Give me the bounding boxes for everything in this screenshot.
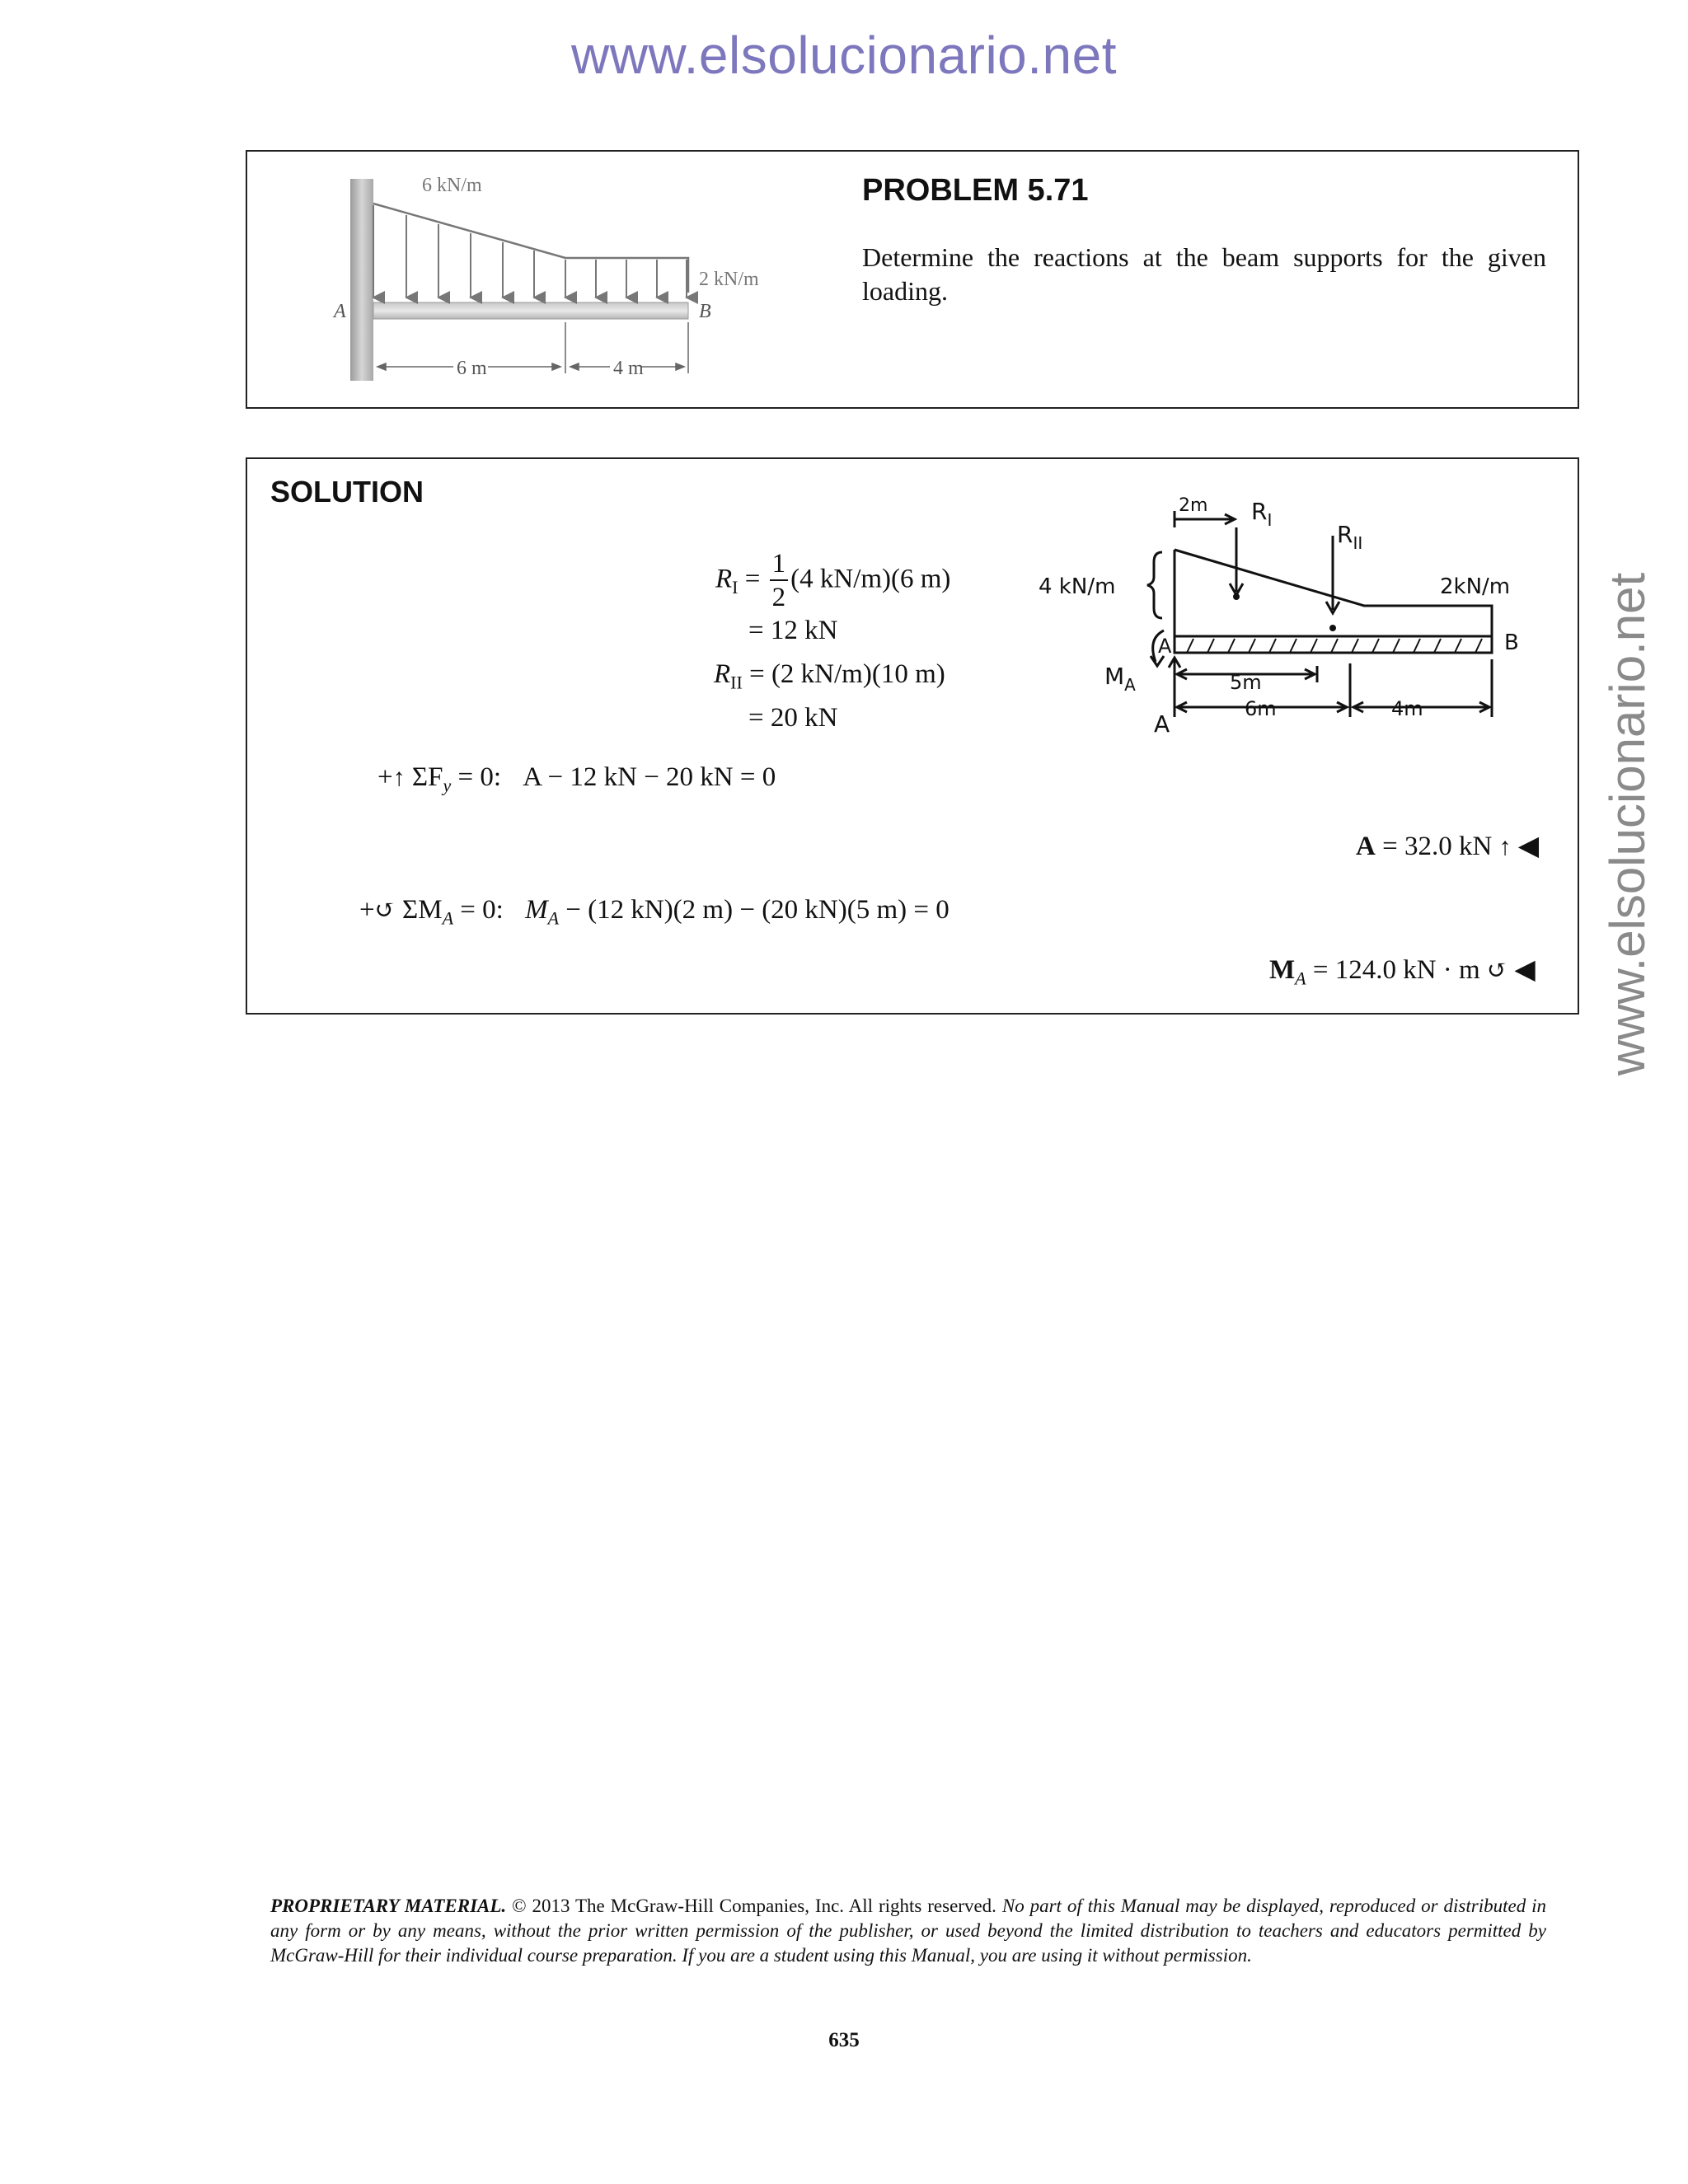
sketch-label-a-top: A [1158, 635, 1172, 658]
sketch-5m: 5m [1230, 671, 1262, 694]
equation-r2 [714, 659, 945, 694]
sumf-prefix: + [377, 762, 393, 792]
sumf-body: A − 12 kN − 20 kN = 0 [523, 762, 776, 792]
sketch-ma: $M_A$ [1104, 663, 1136, 695]
sketch-6m: 6m [1245, 697, 1277, 720]
wall [350, 179, 373, 381]
sketch-4m: 4m [1391, 697, 1423, 720]
summ-sub: A [442, 907, 454, 929]
r2-symbol: R [714, 659, 731, 689]
watermark-side: www.elsolucionario.net [1600, 572, 1655, 1076]
fraction-num: 1 [770, 551, 789, 581]
footer-lead: PROPRIETARY MATERIAL. [270, 1896, 507, 1916]
r1-symbol: R [715, 564, 733, 594]
summ-body-sub: A [547, 907, 560, 929]
up-arrow-icon: ↑ [1498, 833, 1512, 860]
r2-rhs: = (2 kN/m)(10 m) [749, 659, 945, 689]
up-arrow-icon: ↑ [392, 764, 406, 791]
summ-label: ΣM [402, 895, 443, 925]
result-a [1356, 829, 1539, 862]
fraction-half [770, 551, 789, 612]
problem-statement: Determine the reactions at the beam supports for the given loading. [862, 242, 1546, 306]
sketch-label-a-bottom: A [1154, 710, 1170, 738]
end-marker-icon: ◀ [1514, 955, 1536, 985]
solution-title: SOLUTION [270, 475, 424, 509]
result-ma-symbol: M [1269, 955, 1296, 985]
problem-figure [313, 169, 791, 391]
page-number: 635 [828, 2029, 860, 2051]
load-profile [373, 204, 688, 293]
sketch-load-right: 2kN/m [1440, 574, 1511, 599]
summ-body: − (12 kN)(2 m) − (20 kN)(5 m) = 0 [565, 895, 950, 925]
label-a: A [334, 301, 346, 322]
sum-forces-equation [377, 762, 776, 797]
problem-title: PROBLEM 5.71 [862, 173, 1089, 208]
watermark-top: www.elsolucionario.net [571, 26, 1117, 85]
summ-prefix: + [359, 895, 375, 925]
sketch-r1: $R_I$ [1251, 498, 1273, 530]
sketch-load-left: 4 kN/m [1039, 574, 1116, 599]
r1-sub: I [732, 577, 738, 598]
equation-r2-value: = 20 kN [748, 703, 838, 733]
result-ma-value: = 124.0 kN · m [1312, 955, 1480, 985]
result-a-value: = 32.0 kN [1382, 832, 1493, 861]
label-b: B [699, 301, 711, 322]
ccw-arrow-icon: ↺ [1486, 957, 1508, 984]
equation-r1: $R_I$ = $\frac{1}{2}$ (4 kN/m)(6 m) [715, 549, 951, 612]
load-arrows [373, 205, 687, 298]
footer-notice-text: No part of this Manual may be displayed, reproduced or distributed in any form or by any means, without the prior written permission of the publisher, or used beyond the limited distribution to teachers and educators permitted by McGraw-Hill for their individual course preparation. If you are a student using this Manual, you are using it without permission. [270, 1896, 1547, 1966]
result-ma [1269, 953, 1536, 990]
sumf-sub: y [443, 775, 452, 796]
footer-notice [270, 1894, 1546, 1968]
sum-moments-equation [359, 895, 950, 930]
end-marker-icon: ◀ [1517, 832, 1540, 861]
sumf-label: ΣF [411, 762, 443, 792]
result-a-symbol: A [1356, 832, 1376, 861]
result-ma-sub: A [1295, 968, 1306, 989]
dim-6m: 6 m [457, 358, 487, 379]
fraction-den: 2 [771, 583, 786, 612]
r2-sub: II [730, 672, 743, 693]
load-left-label: 6 kN/m [422, 175, 482, 196]
dim-4m: 4 m [613, 358, 644, 379]
free-body-sketch [1039, 494, 1550, 742]
ccw-arrow-icon: ↺ [374, 897, 396, 924]
sumf-eq: = 0: [457, 762, 501, 792]
equation-r1-value: = 12 kN [748, 616, 838, 645]
beam [373, 302, 688, 319]
sketch-r2: $R_{II}$ [1337, 521, 1363, 553]
summ-body-m: M [525, 895, 548, 925]
footer-copyright: © 2013 The McGraw-Hill Companies, Inc. All rights reserved. [506, 1896, 996, 1916]
r1-rhs: (4 kN/m)(6 m) [790, 564, 951, 594]
sketch-2m: 2m [1179, 495, 1208, 516]
summ-eq: = 0: [460, 895, 504, 925]
sketch-label-b: B [1504, 630, 1519, 655]
load-right-label: 2 kN/m [699, 269, 759, 290]
